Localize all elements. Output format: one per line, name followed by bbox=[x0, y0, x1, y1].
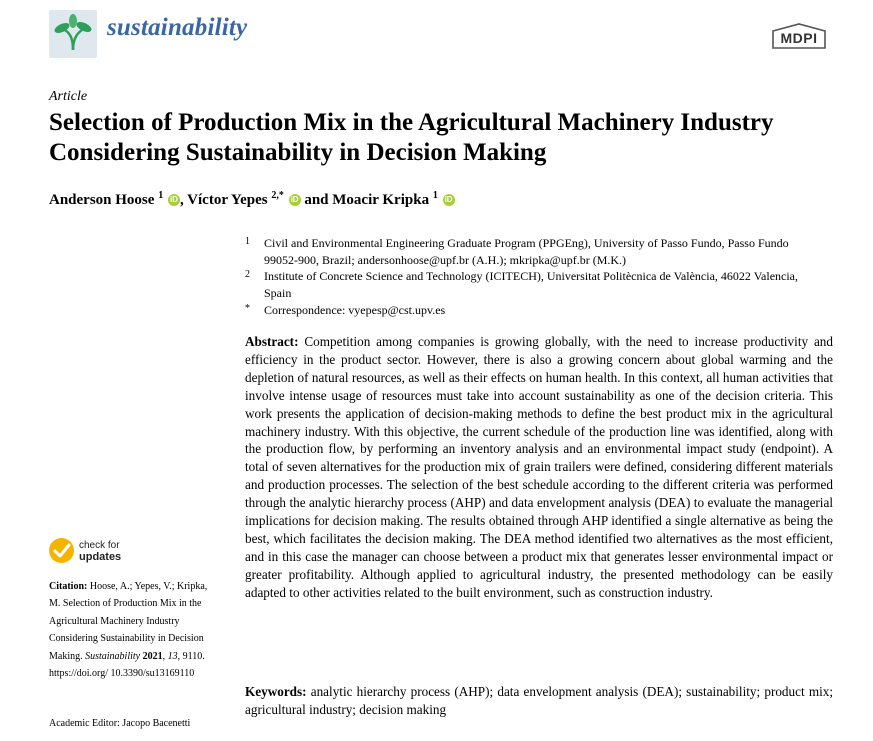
affiliation-marker: 2 bbox=[245, 269, 250, 280]
author-name[interactable]: Víctor Yepes bbox=[187, 192, 268, 208]
citation-year: 2021 bbox=[142, 650, 163, 662]
orcid-icon[interactable]: iD bbox=[169, 195, 178, 204]
correspondence-text: Correspondence: vyepesp@cst.upv.es bbox=[264, 303, 446, 317]
author-separator: , bbox=[179, 192, 184, 208]
check-for-updates-button[interactable] bbox=[49, 538, 159, 566]
citation-doi[interactable]: , 9110. https://doi.org/ 10.3390/su13169110 bbox=[49, 650, 205, 680]
leaf-icon bbox=[49, 10, 97, 58]
journal-name: sustainability bbox=[107, 14, 248, 41]
orcid-icon[interactable]: iD bbox=[290, 195, 299, 204]
abstract-label: Abstract: bbox=[245, 334, 299, 349]
citation-volume: 13 bbox=[167, 650, 178, 662]
abstract bbox=[245, 333, 833, 602]
author-affiliation-marker: 1 bbox=[432, 190, 438, 201]
check-updates-line2: updates bbox=[79, 551, 122, 563]
publisher-name: MDPI bbox=[780, 30, 818, 46]
citation-authors: Hoose, A.; Yepes, V.; Kripka, M. Selection of Production Mix in the Agricultural Machinery Industry Considering Sustainability in Decision Making. bbox=[49, 581, 208, 662]
check-updates-icon bbox=[49, 538, 74, 563]
article-type: Article bbox=[49, 89, 88, 104]
author-name[interactable]: Anderson Hoose bbox=[49, 192, 155, 208]
author-list bbox=[49, 190, 455, 209]
publisher-logo bbox=[769, 22, 829, 50]
keywords bbox=[245, 683, 833, 719]
keywords-label: Keywords: bbox=[245, 684, 307, 699]
affiliation-marker: * bbox=[245, 303, 250, 314]
author-name[interactable]: Moacir Kripka bbox=[332, 192, 430, 208]
author-conjunction: and bbox=[304, 192, 329, 208]
affiliation-marker: 1 bbox=[245, 236, 250, 247]
orcid-icon[interactable]: iD bbox=[444, 195, 453, 204]
affiliation-text: Civil and Environmental Engineering Graduate Program (PPGEng), University of Passo Fundo, Passo Fundo 99052-900, Brazil; andersonhoose@upf.br (A.H.); mkripka@upf.br (M.K.) bbox=[264, 236, 789, 267]
check-updates-line1: check for bbox=[79, 540, 120, 551]
journal-logo bbox=[49, 10, 97, 58]
affiliation-text: Institute of Concrete Science and Technology (ICITECH), Universitat Politècnica de València, 46022 Valencia, Spain bbox=[264, 269, 798, 300]
author-affiliation-marker: 2,* bbox=[271, 190, 284, 201]
abstract-text: Competition among companies is growing globally, with the need to increase productivity and efficiency in the product sector. However, there is also a growing concern about global warming and the depletion of natural resources, as well as their effects on human health. In this context, all human activities that involve intense usage of resources must take into account sustainability as one of the decision criteria. This work presents the application of decision-making methods to define the best product mix in the agricultural machinery industry. With this objective, the current schedule of the production line was identified, along with the production flow, by performing an inventory analysis and an environmental impact study (endpoint). A total of seven alternatives for the production mix of grain trailers were defined, considering different materials and production processes. The selection of the best schedule according to the different criteria was performed through the analytic hierarchy process (AHP) and data envelopment analysis (DEA) to evaluate the managerial implications for decision making. The results obtained through AHP identified a single alternative as being the best, which facilitates the decision making. The DEA method identified two alternatives as the most efficient, and in this case the manager can choose between a product mix that generates lesser environmental impact or greater profitability. Although applied to agricultural industry, the presented methodology can be easily adapted to other activities related to the built environment, such as construction industry. bbox=[245, 334, 833, 600]
citation-label: Citation: bbox=[49, 581, 88, 592]
article-title: Selection of Production Mix in the Agricultural Machinery Industry Considering Sustainability in Decision Making bbox=[49, 109, 774, 166]
academic-editor: Academic Editor: Jacopo Bacenetti bbox=[49, 718, 191, 729]
keywords-text: analytic hierarchy process (AHP); data envelopment analysis (DEA); sustainability; product mix; agricultural industry; decision making bbox=[245, 684, 833, 717]
author-affiliation-marker: 1 bbox=[158, 190, 164, 201]
citation-journal: Sustainability bbox=[85, 650, 141, 662]
citation-block: Citation: Hoose, A.; Yepes, V.; Kripka, M. Selection of Production Mix in the Agricultural Machinery Industry Considering Sustainability in Decision Making. Sustainability 2021, 13, 9110. https://doi.org/ 10.3390/su13169110 bbox=[49, 581, 208, 680]
